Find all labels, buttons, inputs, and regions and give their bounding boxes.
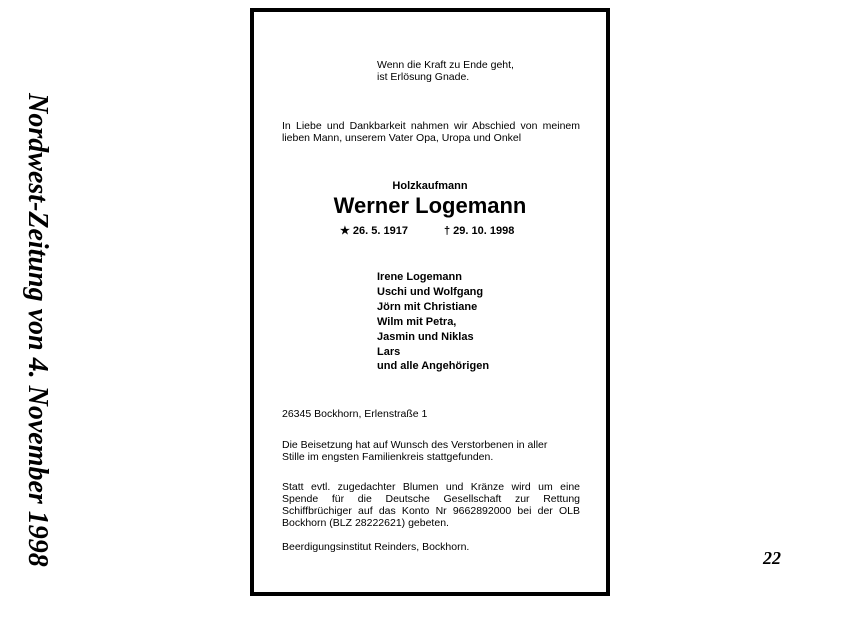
mourner: und alle Angehörigen xyxy=(377,360,490,373)
obituary-notice xyxy=(250,8,610,596)
motto xyxy=(377,59,514,83)
motto-line: ist Erlösung Gnade. xyxy=(377,71,470,83)
deceased-name: Werner Logemann xyxy=(333,193,527,218)
family-address: 26345 Bockhorn, Erlenstraße 1 xyxy=(282,408,428,420)
page-number: 22 xyxy=(763,548,781,568)
undertaker: Beerdigungsinstitut Reinders, Bockhorn. xyxy=(282,541,470,553)
mourner: Irene Logemann xyxy=(377,271,462,283)
mourner: Lars xyxy=(377,345,401,358)
burial-note xyxy=(282,439,582,463)
mourners-list xyxy=(377,270,489,374)
mourner: Wilm mit Petra, xyxy=(377,315,457,328)
mourner: Uschi und Wolfgang xyxy=(377,285,484,298)
burial-note-line: Die Beisetzung hat auf Wunsch des Verstorbenen in aller xyxy=(282,439,548,451)
donation-request: Statt evtl. zugedachter Blumen und Kränze wird um eine Spende für die Deutsche Gesellschaft zur Rettung Schiffbrüchiger auf das Konto Nr 9662892000 bei der OLB Bockhorn (BLZ 28222621) gebeten. xyxy=(282,481,580,529)
burial-note-line: Stille im engsten Familienkreis stattgefunden. xyxy=(282,451,494,463)
newspaper-source-caption: Nordwest-Zeitung von 4. November 1998 xyxy=(22,93,53,567)
death-date: † 29. 10. 1998 xyxy=(444,225,515,237)
mourner: Jasmin und Niklas xyxy=(377,330,474,343)
mourner: Jörn mit Christiane xyxy=(377,300,478,313)
motto-line: Wenn die Kraft zu Ende geht, xyxy=(377,59,514,71)
intro-text: In Liebe und Dankbarkeit nahmen wir Abschied von meinem lieben Mann, unserem Vater Opa, Uropa und Onkel xyxy=(282,120,580,144)
profession: Holzkaufmann xyxy=(392,180,468,192)
birth-date: ★ 26. 5. 1917 xyxy=(340,225,408,237)
